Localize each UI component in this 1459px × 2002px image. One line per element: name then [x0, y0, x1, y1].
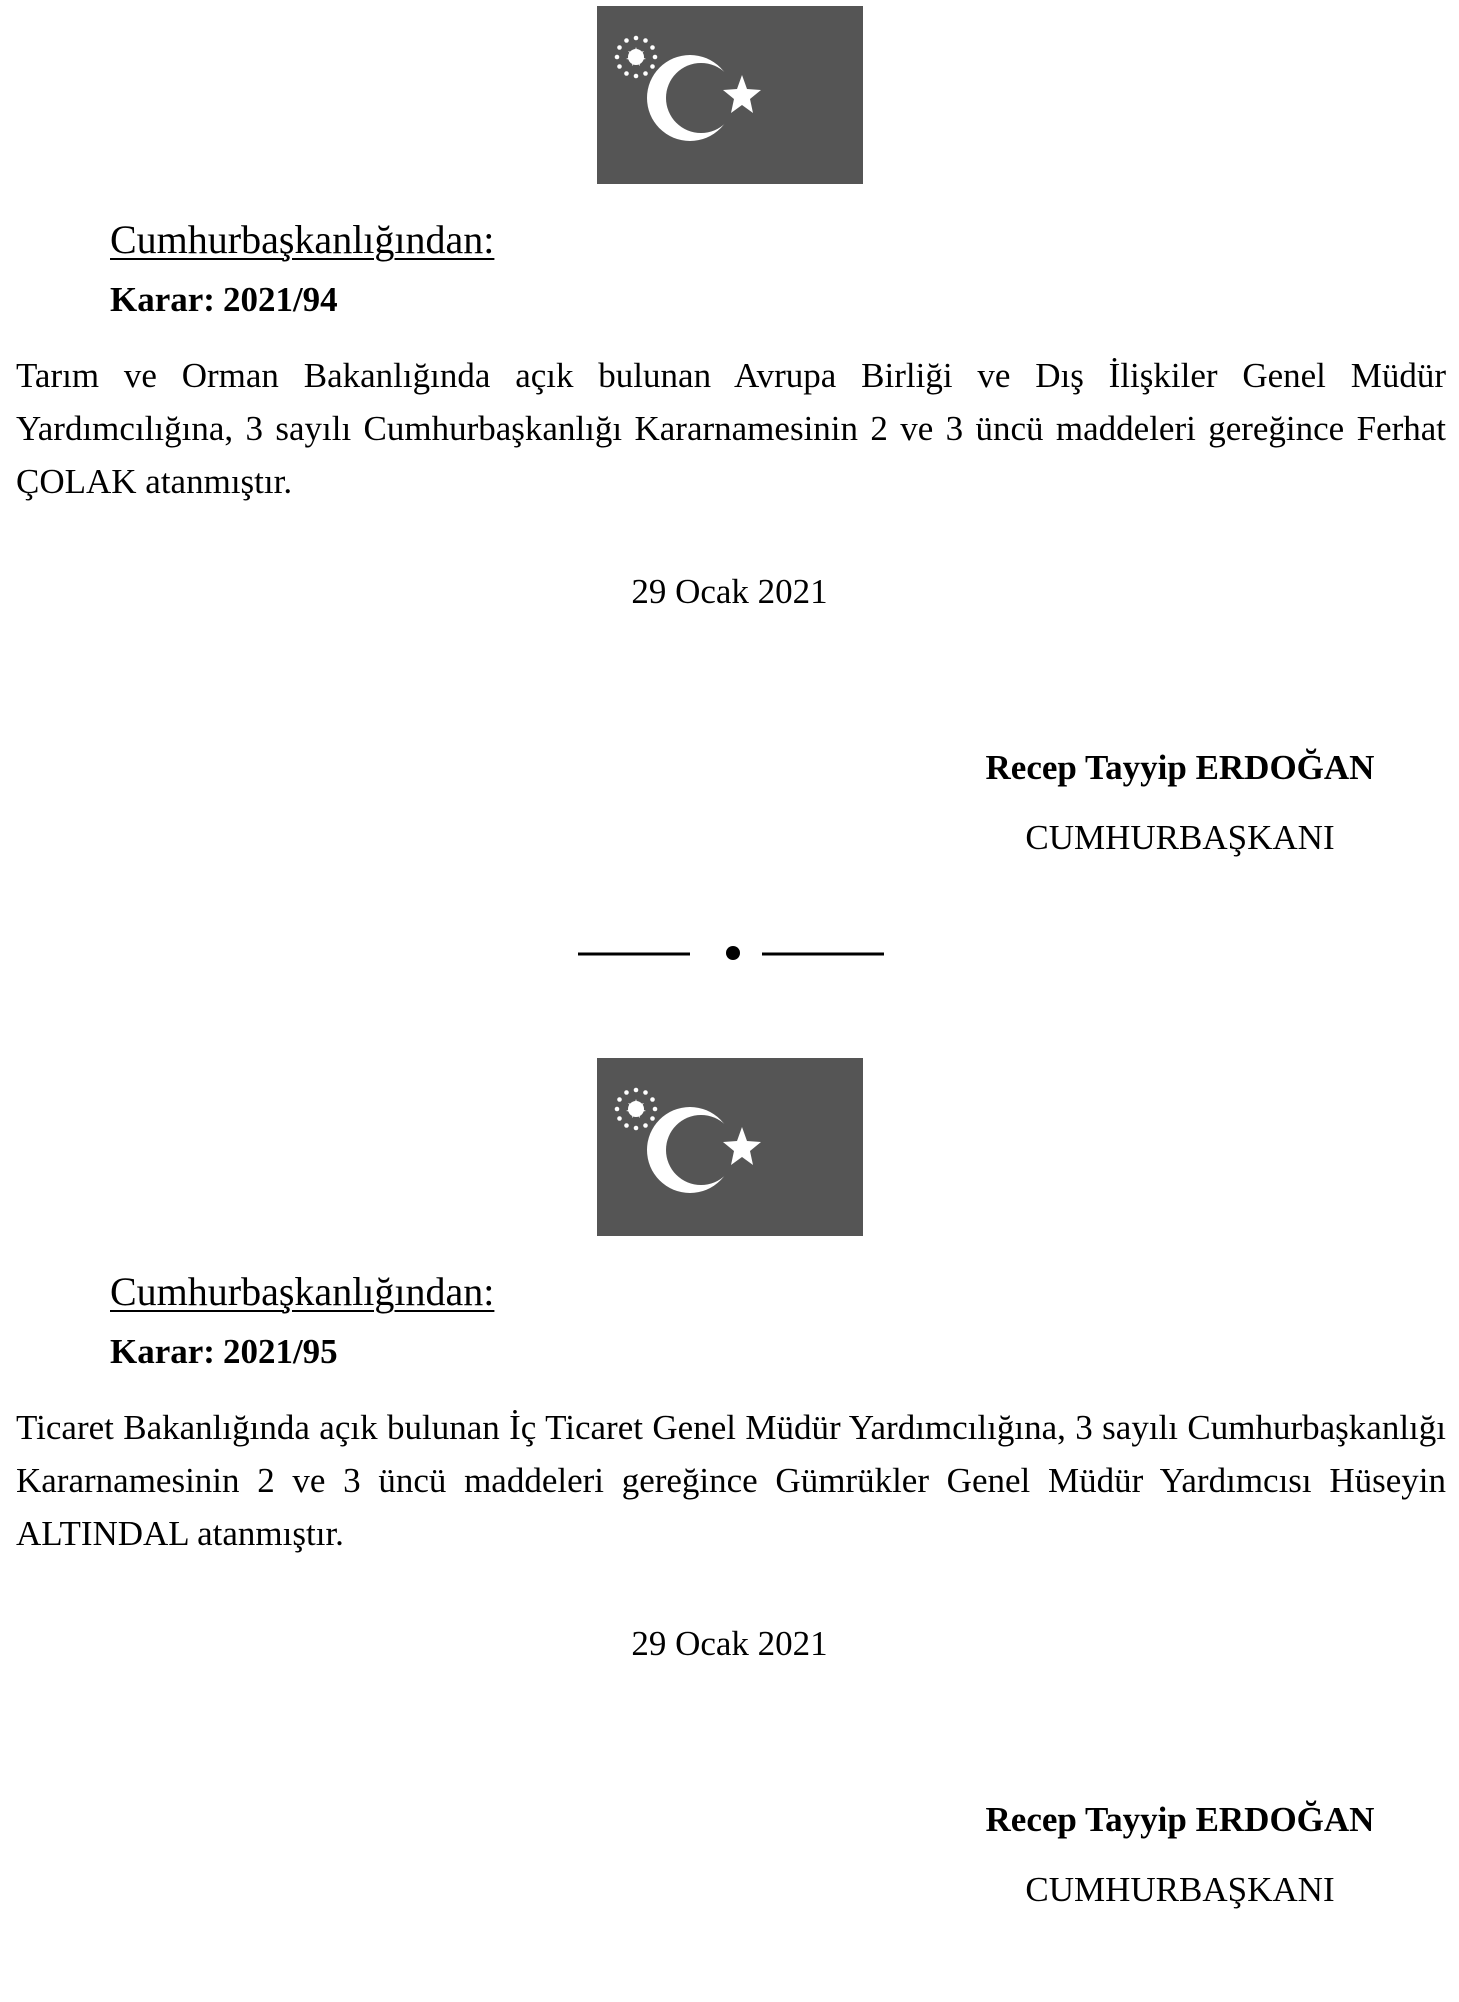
decision-date: 29 Ocak 2021 [631, 572, 828, 611]
decree-number: 2021/95 [222, 1332, 338, 1371]
signer-name: Recep Tayyip ERDOĞAN [985, 1800, 1375, 1839]
issuer-heading: Cumhurbaşkanlığından: [110, 1269, 495, 1314]
decree-label: Karar: [110, 1332, 215, 1371]
signer-name: Recep Tayyip ERDOĞAN [985, 748, 1375, 787]
decision-2021-94 [0, 0, 1459, 950]
decree-number: 2021/94 [222, 280, 338, 319]
issuer-heading: Cumhurbaşkanlığından: [110, 217, 495, 262]
decision-body-text: Tarım ve Orman Bakanlığında açık bulunan Avrupa Birliği ve Dış İlişkiler Genel Müdür Yardımcılığına, 3 sayılı Cumhurbaşkanlığı Kararnamesinin 2 ve 3 üncü maddeleri gereğince Ferhat ÇOLAK atanmıştır. [16, 356, 1446, 501]
line-dot-line-separator-icon [578, 938, 884, 968]
signer-title: CUMHURBAŞKANI [1025, 818, 1335, 857]
decree-number-line [110, 1332, 338, 1372]
presidential-emblem-icon [597, 6, 863, 184]
presidential-emblem-icon [597, 1058, 863, 1236]
decision-body-text: Ticaret Bakanlığında açık bulunan İç Ticaret Genel Müdür Yardımcılığına, 3 sayılı Cumhurbaşkanlığı Kararnamesinin 2 ve 3 üncü maddeleri gereğince Gümrükler Genel Müdür Yardımcısı Hüseyin ALTINDAL atanmıştır. [16, 1408, 1446, 1553]
decision-date: 29 Ocak 2021 [631, 1624, 828, 1663]
decree-label: Karar: [110, 280, 215, 319]
decision-2021-95 [0, 1052, 1459, 2002]
decree-number-line [110, 280, 338, 320]
signer-title: CUMHURBAŞKANI [1025, 1870, 1335, 1909]
